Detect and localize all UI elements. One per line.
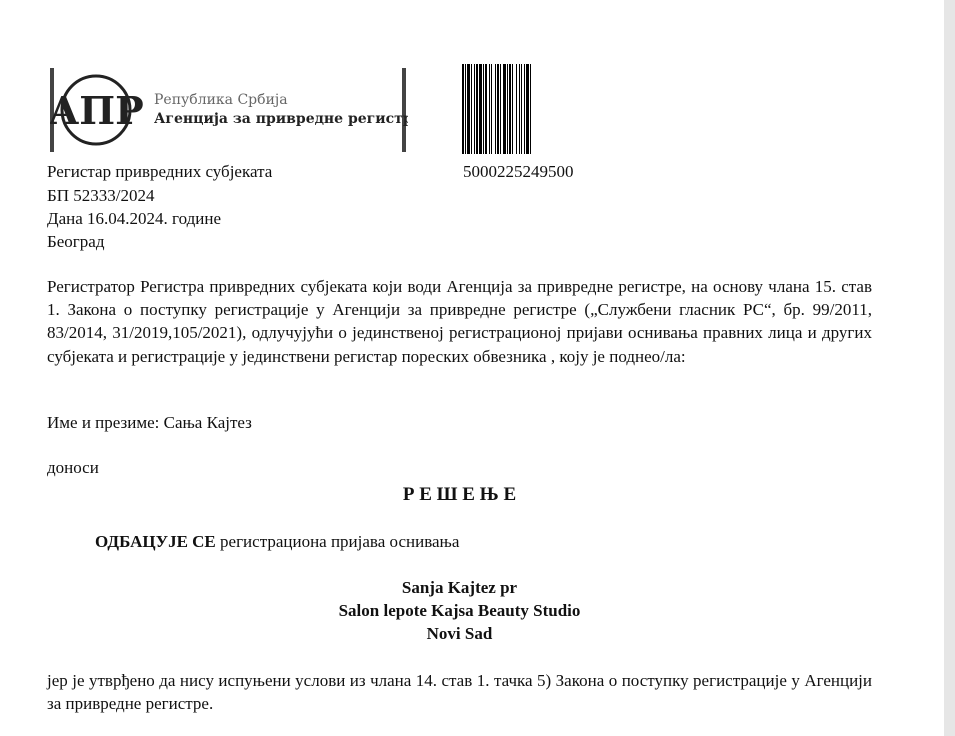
scrollbar[interactable] <box>944 0 955 736</box>
logo-emblem-letters: АПР <box>50 88 144 133</box>
barcode <box>460 64 582 156</box>
rejection-rest: регистрациона пријава оснивања <box>215 532 460 551</box>
applicant-line: Име и презиме: Сања Кајтез <box>47 413 252 432</box>
logo-line-2: Агенција за привредне регистре <box>154 111 408 127</box>
entity-city: Novi Sad <box>426 624 493 643</box>
case-number: БП 52333/2024 <box>47 186 155 205</box>
entity-name: Sanja Kajtez pr <box>401 578 518 597</box>
agency-logo <box>50 66 408 154</box>
rejection-statement <box>95 532 459 552</box>
rejection-bold: ОДБАЦУЈЕ СЕ <box>95 532 216 551</box>
issues-word: доноси <box>47 458 99 477</box>
entity-business-name: Salon lepote Kajsa Beauty Studio <box>338 601 581 620</box>
reason-paragraph: јер је утврђено да нису испуњени услови из члана 14. став 1. тачка 5) Закона о поступку регистрације у Агенцији за привредне регистре. <box>47 671 872 714</box>
decision-heading: Р Е Ш Е Њ Е <box>402 484 517 505</box>
city: Београд <box>47 232 105 251</box>
barcode-number: 5000225249500 <box>463 162 574 181</box>
logo-line-1: Република Србија <box>154 92 288 108</box>
intro-paragraph: Регистратор Регистра привредних субјеката који води Агенција за привредне регистре, на основу члана 15. став 1. Закона о поступку регистрације у Агенцији за привредне регистре („Службени гласник РС“, бр. 99/2011, 83/2014, 31/2019,105/2021), одлучујући о јединственој регистрационој пријави оснивања правних лица и других субјеката и регистрације у јединствени регистар пореских обвезника , коју је поднео/ла: <box>47 277 872 366</box>
date-line: Дана 16.04.2024. године <box>47 209 221 228</box>
registry-label: Регистар привредних субјеката <box>47 162 273 181</box>
